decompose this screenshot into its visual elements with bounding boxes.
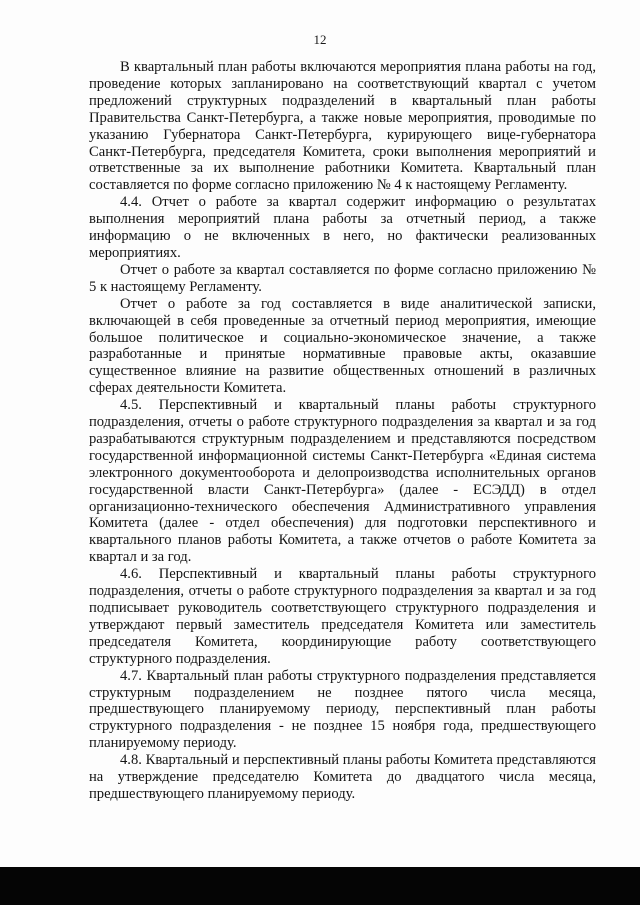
scan-edge-band — [0, 867, 640, 905]
page-number: 12 — [313, 32, 327, 47]
paragraph-annual-report: Отчет о работе за год составляется в виде аналитической записки, включающей в себя проведенные за отчетный период мероприятия, имеющие большое политическое и социально-экономическое значение, а также разработанные и принятые нормативные правовые акты, оказавшие существенное влияние на развитие общественных отношений в различных сферах деятельности Комитета. — [89, 295, 596, 397]
paragraph-4-4: 4.4. Отчет о работе за квартал содержит информацию о результатах выполнения мероприятий плана работы за отчетный период, а также информацию о не включенных в него, но фактически реализованных мероприятиях. — [89, 194, 596, 261]
document-body — [89, 59, 596, 803]
paragraph-4-8: 4.8. Квартальный и перспективный планы работы Комитета представляются на утверждение председателю Комитета до двадцатого числа месяца, предшествующего планируемому периоду. — [89, 752, 596, 802]
paragraph-quarterly-report-form: Отчет о работе за квартал составляется по форме согласно приложению № 5 к настоящему Регламенту. — [89, 261, 596, 295]
paragraph-4-6: 4.6. Перспективный и квартальный планы работы структурного подразделения, отчеты о работе структурного подразделения за квартал и за год подписывает руководитель соответствующего структурного подразделения и утверждают первый заместитель председателя Комитета или заместитель председателя Комитета, координирующие работу соответствующего структурного подразделения. — [89, 566, 596, 667]
paragraph-4-5: 4.5. Перспективный и квартальный планы работы структурного подразделения, отчеты о работе структурного подразделения за квартал и за год разрабатываются структурным подразделением и представляются посредством государственной информационной системы Санкт-Петербурга «Единая система электронного документооборота и делопроизводства исполнительных органов государственной власти Санкт-Петербурга» (далее - ЕСЭДД) в отдел организационно-технического обеспечения Административного управления Комитета (далее - отдел обеспечения) для подготовки перспективного и квартального планов работы Комитета, а также отчетов о работе Комитета за квартал и за год. — [89, 397, 596, 566]
paragraph-4-7: 4.7. Квартальный план работы структурного подразделения представляется структурным подразделением не позднее пятого числа месяца, предшествующего планируемому периоду, перспективный план работы структурного подразделения - не позднее 15 ноября года, предшествующего планируемому периоду. — [89, 667, 596, 752]
paragraph-quarterly-plan-content: В квартальный план работы включаются мероприятия плана работы на год, проведение которых запланировано на соответствующий квартал с учетом предложений структурных подразделений в квартальный план работы Правительства Санкт-Петербурга, а также новые мероприятия, проводимые по указанию Губернатора Санкт-Петербурга, курирующего вице-губернатора Санкт-Петербурга, председателя Комитета, сроки выполнения мероприятий и ответственные за их выполнение работники Комитета. Квартальный план составляется по форме согласно приложению № 4 к настоящему Регламенту. — [89, 59, 596, 194]
